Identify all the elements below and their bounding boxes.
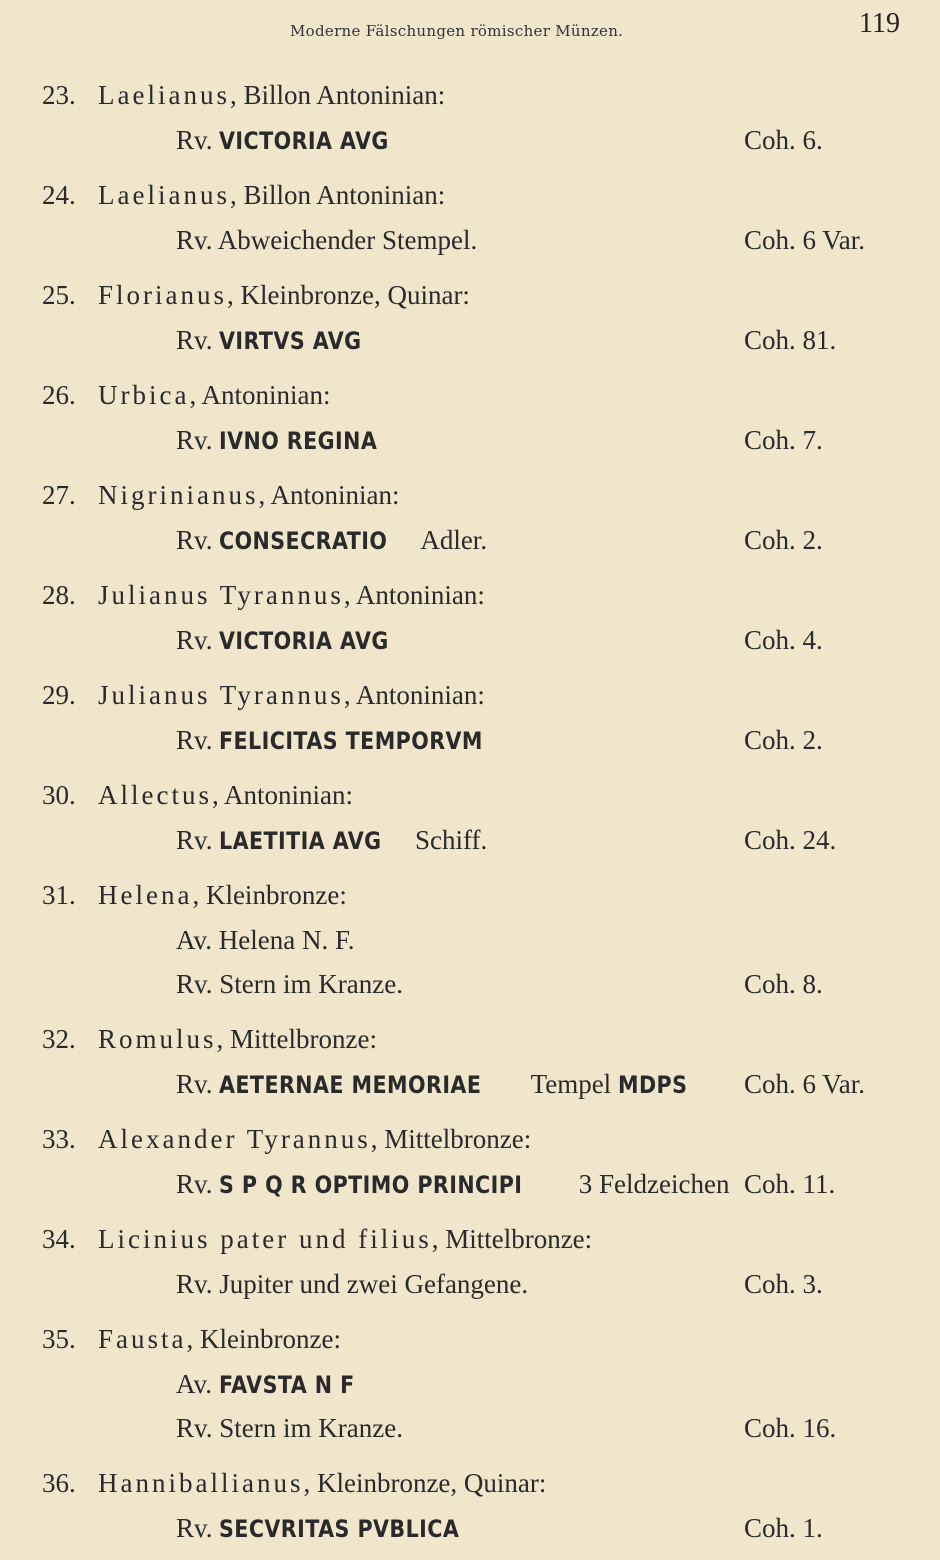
entry-number: 34. [42,1224,76,1254]
coin-legend: VICTORIA AVG [219,127,390,155]
reverse-line [0,1266,940,1316]
entry-heading [0,1016,940,1066]
entry-heading [0,72,940,122]
side-description [176,1269,528,1300]
obverse-line [0,922,940,966]
coin-description: , Antoninian: [343,680,485,710]
coin-legend: LAETITIA AVG [219,827,382,855]
side-description [176,969,403,1000]
coin-entry [0,272,940,372]
ruler-name: Nigrinianus [98,480,259,510]
reverse-line [0,622,940,672]
side-label: Av. [176,1369,212,1399]
coin-entry [0,172,940,272]
side-description [176,725,526,756]
entry-title [98,1024,377,1055]
side-label: Rv. [176,1069,213,1099]
entry-title [98,280,470,311]
ruler-name: Romulus [98,1024,217,1054]
cohen-reference: Coh. 4. [744,625,823,655]
entry-number: 35. [42,1324,76,1354]
reverse-line [0,122,940,172]
entry-title [98,1224,592,1255]
side-label: Rv. [176,1513,213,1543]
coin-entry [0,472,940,572]
coin-description: , Kleinbronze, Quinar: [227,280,470,310]
side-description [176,325,385,356]
coin-entry [0,1316,940,1460]
ruler-name: Julianus Tyrannus [98,680,344,710]
reverse-line [0,822,940,872]
entry-number: 29. [42,680,76,710]
coin-description: , Billon Antoninian: [229,180,446,210]
coin-legend: CONSECRATIO [219,527,388,555]
type-description: Tempel [530,1069,612,1099]
cohen-reference: Coh. 24. [744,825,837,855]
entry-number: 36. [42,1468,76,1498]
page-number: 119 [859,8,900,39]
entry-title [98,1324,341,1355]
coin-legend: AETERNAE MEMORIAE [219,1071,482,1099]
cohen-reference: Coh. 7. [744,425,823,455]
ruler-name: Licinius pater und filius [98,1224,432,1254]
side-label: Rv. [176,969,213,999]
side-description [176,1069,699,1100]
coin-entry [0,772,940,872]
side-label: Rv. [176,725,213,755]
entry-title [98,380,330,411]
reverse-line [0,1066,940,1116]
cohen-reference: Coh. 81. [744,325,837,355]
coin-description: , Billon Antoninian: [229,80,446,110]
coin-description: , Kleinbronze, Quinar: [303,1468,547,1498]
entry-title [98,880,347,911]
side-description [176,225,477,256]
entry-number: 25. [42,280,76,310]
coin-description: , Mittelbronze: [216,1024,377,1054]
reverse-line [0,1166,940,1216]
side-description [176,525,487,556]
reverse-line [0,422,940,472]
side-label: Av. [176,925,212,955]
reverse-line [0,722,940,772]
side-description [176,1169,729,1200]
side-label: Rv. [176,1169,213,1199]
ruler-name: Alexander Tyrannus [98,1124,371,1154]
ruler-name: Helena [98,880,193,910]
entry-number: 23. [42,80,76,110]
entry-heading [0,672,940,722]
type-description: Stern im Kranze. [219,1413,403,1443]
coin-description: , Antoninian: [343,580,485,610]
entry-heading [0,1460,940,1510]
entry-heading [0,1116,940,1166]
entry-title [98,80,445,111]
side-description [176,1369,376,1400]
ruler-name: Laelianus [98,80,230,110]
cohen-reference: Coh. 2. [744,525,823,555]
ruler-name: Allectus [98,780,212,810]
type-description: Adler. [420,525,488,555]
reverse-line [0,1410,940,1460]
side-label: Rv. [176,425,213,455]
side-label: Rv. [176,525,213,555]
cohen-reference: Coh. 6 Var. [744,1069,866,1099]
type-description: Stern im Kranze. [219,969,403,999]
entry-title [98,1124,531,1155]
coin-description: , Mittelbronze: [370,1124,532,1154]
coin-description: , Kleinbronze: [186,1324,341,1354]
cohen-reference: Coh. 8. [744,969,823,999]
cohen-reference: Coh. 3. [744,1269,823,1299]
coin-legend: VIRTVS AVG [219,327,362,355]
side-label: Rv. [176,125,213,155]
side-label: Rv. [176,625,213,655]
cohen-reference: Coh. 2. [744,725,823,755]
side-description [176,425,403,456]
reverse-line [0,322,940,372]
page-header [0,8,940,44]
coin-entry [0,872,940,1016]
ruler-name: Urbica [98,380,190,410]
coin-entry [0,572,940,672]
entry-title [98,580,485,611]
cohen-reference: Coh. 1. [744,1513,823,1543]
entry-number: 32. [42,1024,76,1054]
entry-title [98,680,485,711]
entry-heading [0,572,940,622]
coin-entry-list [0,72,940,1560]
coin-description: , Antoninian: [211,780,353,810]
type-description: Helena N. F. [218,925,355,955]
reverse-line [0,966,940,1016]
ruler-name: Fausta [98,1324,187,1354]
entry-heading [0,872,940,922]
side-label: Rv. [176,325,213,355]
entry-number: 31. [42,880,76,910]
ruler-name: Laelianus [98,180,230,210]
mintmark-legend: MDPS [617,1071,688,1099]
cohen-reference: Coh. 16. [744,1413,837,1443]
side-label: Rv. [176,1413,213,1443]
coin-description: , Antoninian: [189,380,331,410]
entry-heading [0,1216,940,1266]
cohen-reference: Coh. 6. [744,125,823,155]
side-description [176,825,487,856]
coin-legend: IVNO REGINA [219,427,378,455]
ruler-name: Florianus [98,280,228,310]
entry-number: 24. [42,180,76,210]
entry-heading [0,372,940,422]
ruler-name: Hanniballianus [98,1468,304,1498]
type-description: Jupiter und zwei Gefangene. [219,1269,529,1299]
side-description [176,1513,499,1544]
entry-number: 33. [42,1124,76,1154]
entry-number: 30. [42,780,76,810]
coin-description: , Kleinbronze: [192,880,347,910]
entry-title [98,480,400,511]
type-description: Abweichender Stempel. [217,225,478,255]
obverse-line [0,1366,940,1410]
ruler-name: Julianus Tyrannus [98,580,344,610]
reverse-line [0,1510,940,1560]
coin-legend: S P Q R OPTIMO PRINCIPI [219,1171,523,1199]
running-title: Moderne Fälschungen römischer Münzen. [290,22,624,40]
coin-entry [0,372,940,472]
side-description [176,125,417,156]
entry-heading [0,772,940,822]
side-description [176,925,355,956]
reverse-line [0,222,940,272]
entry-number: 26. [42,380,76,410]
entry-heading [0,172,940,222]
cohen-reference: Coh. 11. [744,1169,836,1199]
entry-heading [0,1316,940,1366]
side-label: Rv. [176,825,213,855]
coin-description: , Mittelbronze: [431,1224,593,1254]
entry-number: 28. [42,580,76,610]
coin-entry [0,1216,940,1316]
reverse-line [0,522,940,572]
entry-title [98,1468,546,1499]
entry-title [98,180,445,211]
entry-title [98,780,353,811]
coin-legend: FAVSTA N F [218,1371,355,1399]
type-description: 3 Feldzeichen [578,1169,730,1199]
coin-entry [0,1116,940,1216]
type-description: Schiff. [415,825,488,855]
side-description [176,1413,403,1444]
coin-legend: VICTORIA AVG [219,627,390,655]
coin-legend: FELICITAS TEMPORVM [219,727,484,755]
entry-number: 27. [42,480,76,510]
side-label: Rv. [176,225,213,255]
coin-legend: SECVRITAS PVBLICA [219,1515,460,1543]
entry-heading [0,472,940,522]
entry-heading [0,272,940,322]
coin-description: , Antoninian: [258,480,400,510]
side-description [176,625,417,656]
coin-entry [0,672,940,772]
cohen-reference: Coh. 6 Var. [744,225,866,255]
coin-entry [0,72,940,172]
side-label: Rv. [176,1269,213,1299]
coin-entry [0,1016,940,1116]
coin-entry [0,1460,940,1560]
